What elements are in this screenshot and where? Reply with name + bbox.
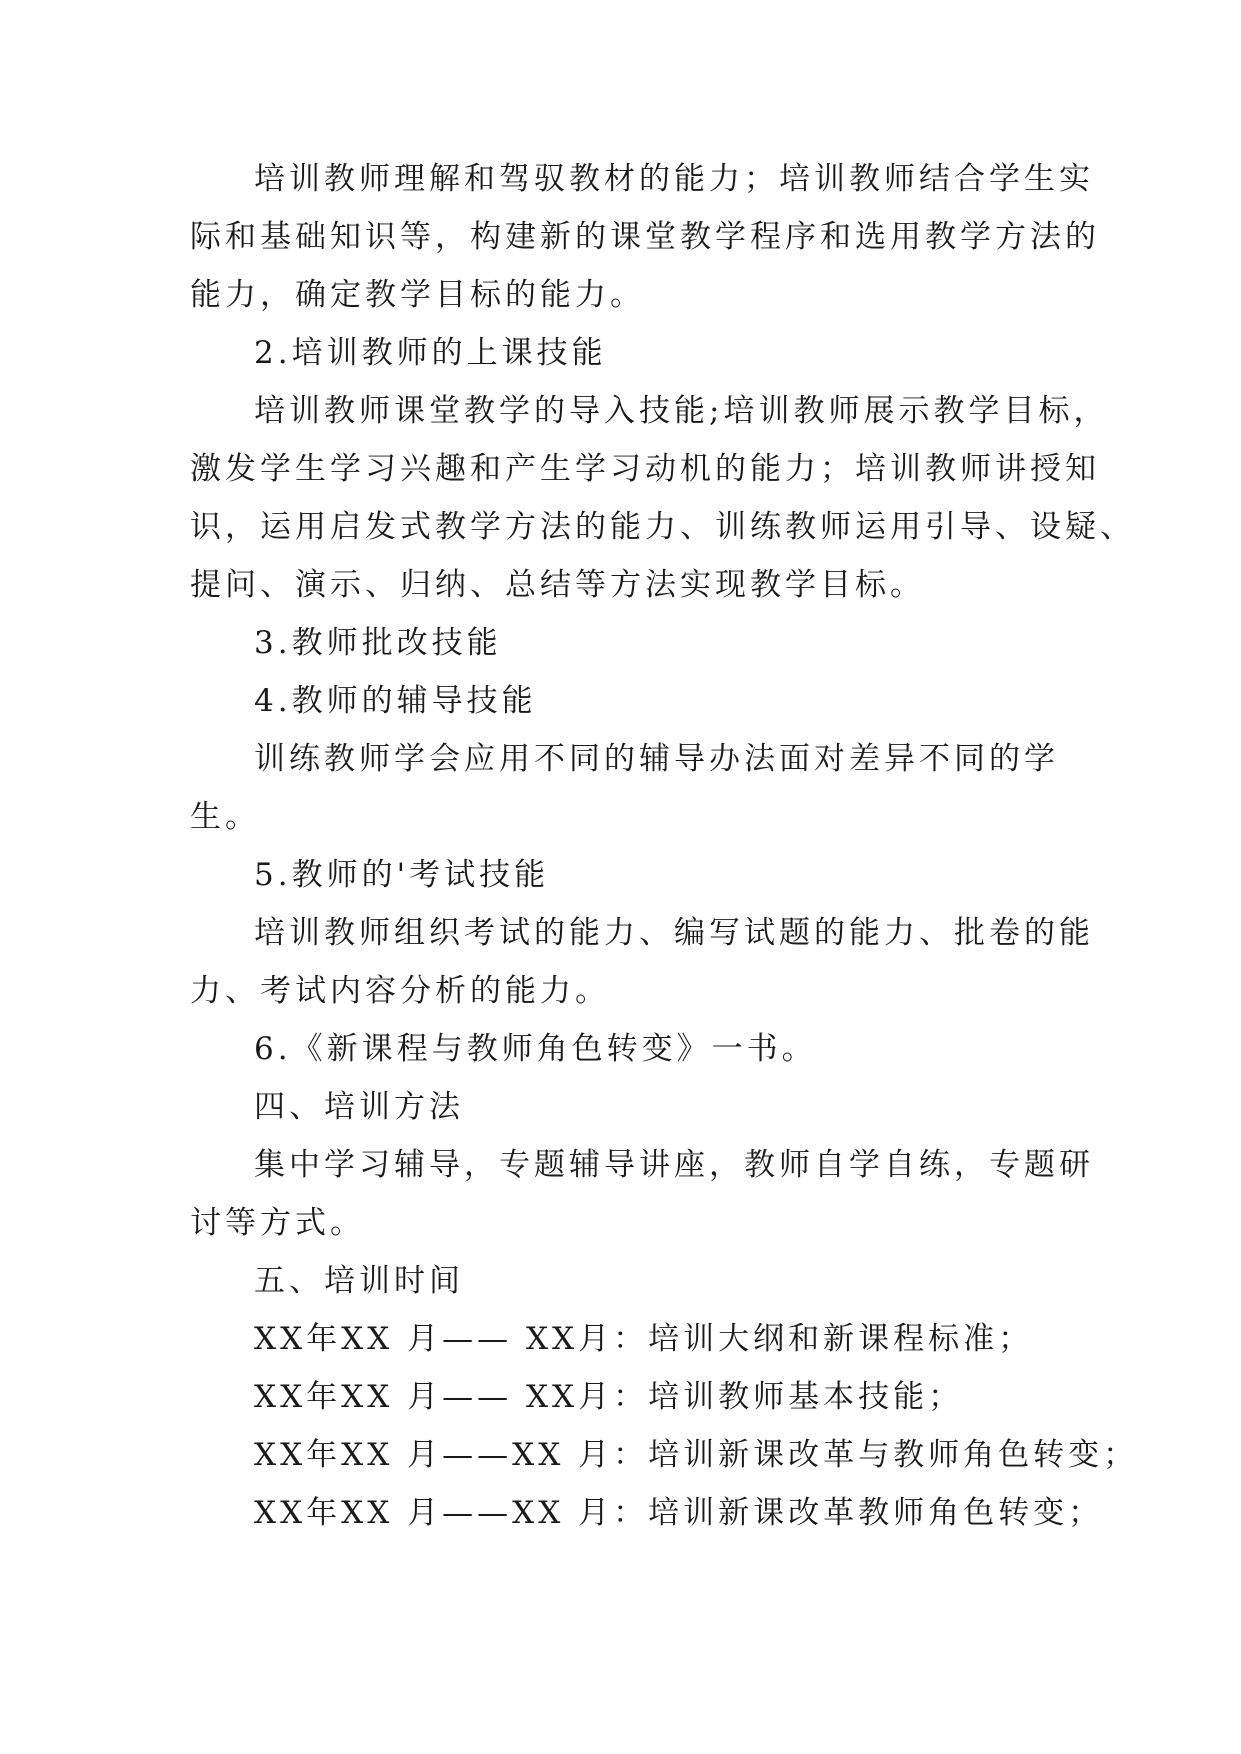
document-page: [190, 150, 1139, 1542]
paragraph-tutoring-skills: [190, 730, 1059, 846]
schedule-item: XX年XX 月—— XX月：培训教师基本技能；: [254, 1379, 964, 1415]
paragraph-exam-skills: [190, 904, 1094, 1020]
section-heading-grading-skills: 3.教师批改技能: [254, 625, 502, 661]
schedule-item: XX年XX 月—— XX月：培训大纲和新课程标准；: [254, 1321, 1034, 1357]
paragraph-teaching-material: [190, 150, 1100, 324]
text-line: 培训教师组织考试的能力、编写试题的能力、批卷的能: [254, 915, 1094, 951]
text-line: 激发学生学习兴趣和产生学习动机的能力；培训教师讲授知: [190, 451, 1100, 487]
section-heading-training-methods: 四、培训方法: [254, 1089, 464, 1125]
text-line: 际和基础知识等，构建新的课堂教学程序和选用教学方法的: [190, 219, 1100, 255]
section-heading-exam-skills: 5.教师的'考试技能: [254, 857, 550, 893]
text-line: 生。: [190, 799, 260, 835]
text-line: 培训教师课堂教学的导入技能;培训教师展示教学目标，: [254, 393, 1109, 429]
text-line: 集中学习辅导，专题辅导讲座，教师自学自练，专题研: [254, 1147, 1094, 1183]
schedule-item: XX年XX 月——XX 月：培训新课改革教师角色转变；: [254, 1495, 1104, 1531]
text-line: 培训教师理解和驾驭教材的能力；培训教师结合学生实: [254, 161, 1094, 197]
text-line: 识，运用启发式教学方法的能力、训练教师运用引导、设疑、: [190, 509, 1135, 545]
text-line: 力、考试内容分析的能力。: [190, 973, 610, 1009]
schedule-item: XX年XX 月——XX 月：培训新课改革与教师角色转变；: [254, 1437, 1139, 1473]
text-line: 训练教师学会应用不同的辅导办法面对差异不同的学: [254, 741, 1059, 777]
section-heading-training-time: 五、培训时间: [254, 1263, 464, 1299]
text-line: 提问、演示、归纳、总结等方法实现教学目标。: [190, 567, 925, 603]
paragraph-training-methods: [190, 1136, 1094, 1252]
section-heading-book: 6.《新课程与教师角色转变》一书。: [254, 1031, 817, 1067]
text-line: 讨等方式。: [190, 1205, 365, 1241]
paragraph-lesson-skills: [190, 382, 1135, 614]
text-line: 能力，确定教学目标的能力。: [190, 277, 645, 313]
section-heading-lesson-skills: 2.培训教师的上课技能: [254, 335, 607, 371]
section-heading-tutoring-skills: 4.教师的辅导技能: [254, 683, 537, 719]
